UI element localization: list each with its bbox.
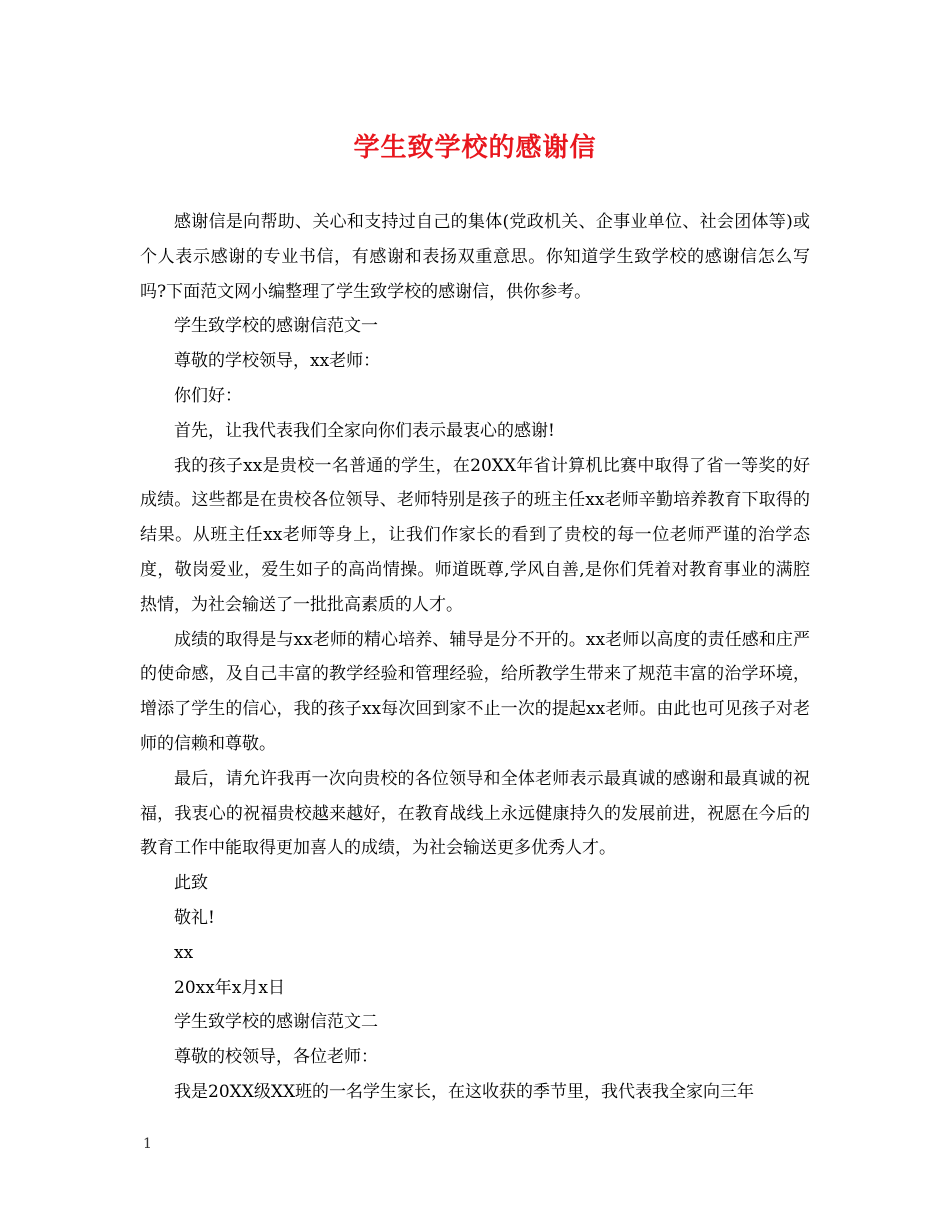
paragraph-signature: xx xyxy=(174,942,194,963)
paragraph-date: 20xx年x月x日 xyxy=(174,977,285,998)
paragraph-salutation: 尊敬的学校领导，xx老师： xyxy=(174,351,381,372)
page-number: 1 xyxy=(143,1136,152,1152)
paragraph-closing-wishes: 最后，请允许我再一次向贵校的各位领导和全体老师表示最真诚的感谢和最真诚的祝福，我衷心的祝福贵校越来越好，在教育战线上永远健康持久的发展前进，祝愿在今后的教育工作中能取得更加喜人的成绩，为社会输送更多优秀人才。 xyxy=(140,768,810,859)
paragraph-achievement: 我的孩子xx是贵校一名普通的学生，在20XX年省计算机比赛中取得了省一等奖的好成绩。这些都是在贵校各位领导、老师特别是孩子的班主任xx老师辛勤培养教育下取得的结果。从班主任xx老师等身上，让我们作家长的看到了贵校的每一位老师严谨的治学态度，敬岗爱业，爱生如子的高尚情操。师道既尊,学风自善,是你们凭着对教育事业的满腔热情，为社会输送了一批批高素质的人才。 xyxy=(140,455,810,615)
paragraph-intro: 感谢信是向帮助、关心和支持过自己的集体(党政机关、企事业单位、社会团体等)或个人表示感谢的专业书信，有感谢和表扬双重意思。你知道学生致学校的感谢信怎么写吗?下面范文网小编整理了学生致学校的感谢信，供你参考。 xyxy=(140,212,810,302)
paragraph-parent-intro: 我是20XX级XX班的一名学生家长，在这收获的季节里，我代表我全家向三年 xyxy=(174,1081,755,1102)
document-title: 学生致学校的感谢信 xyxy=(353,133,597,163)
paragraph-greeting: 你们好： xyxy=(174,385,242,406)
paragraph-salutation-two: 尊敬的校领导，各位老师： xyxy=(174,1047,378,1068)
paragraph-sample-one-heading: 学生致学校的感谢信范文一 xyxy=(174,316,378,337)
paragraph-ci-zhi: 此致 xyxy=(174,873,208,894)
paragraph-sample-two-heading: 学生致学校的感谢信范文二 xyxy=(174,1012,378,1033)
paragraph-jing-li: 敬礼! xyxy=(174,907,215,928)
paragraph-teacher-credit: 成绩的取得是与xx老师的精心培养、辅导是分不开的。xx老师以高度的责任感和庄严的使命感，及自己丰富的教学经验和管理经验，给所教学生带来了规范丰富的治学环境，增添了学生的信心，我的孩子xx每次回到家不止一次的提起xx老师。由此也可见孩子对老师的信赖和尊敬。 xyxy=(140,629,810,754)
paragraph-thanks: 首先，让我代表我们全家向你们表示最衷心的感谢! xyxy=(174,420,555,441)
document-body xyxy=(140,205,810,1110)
